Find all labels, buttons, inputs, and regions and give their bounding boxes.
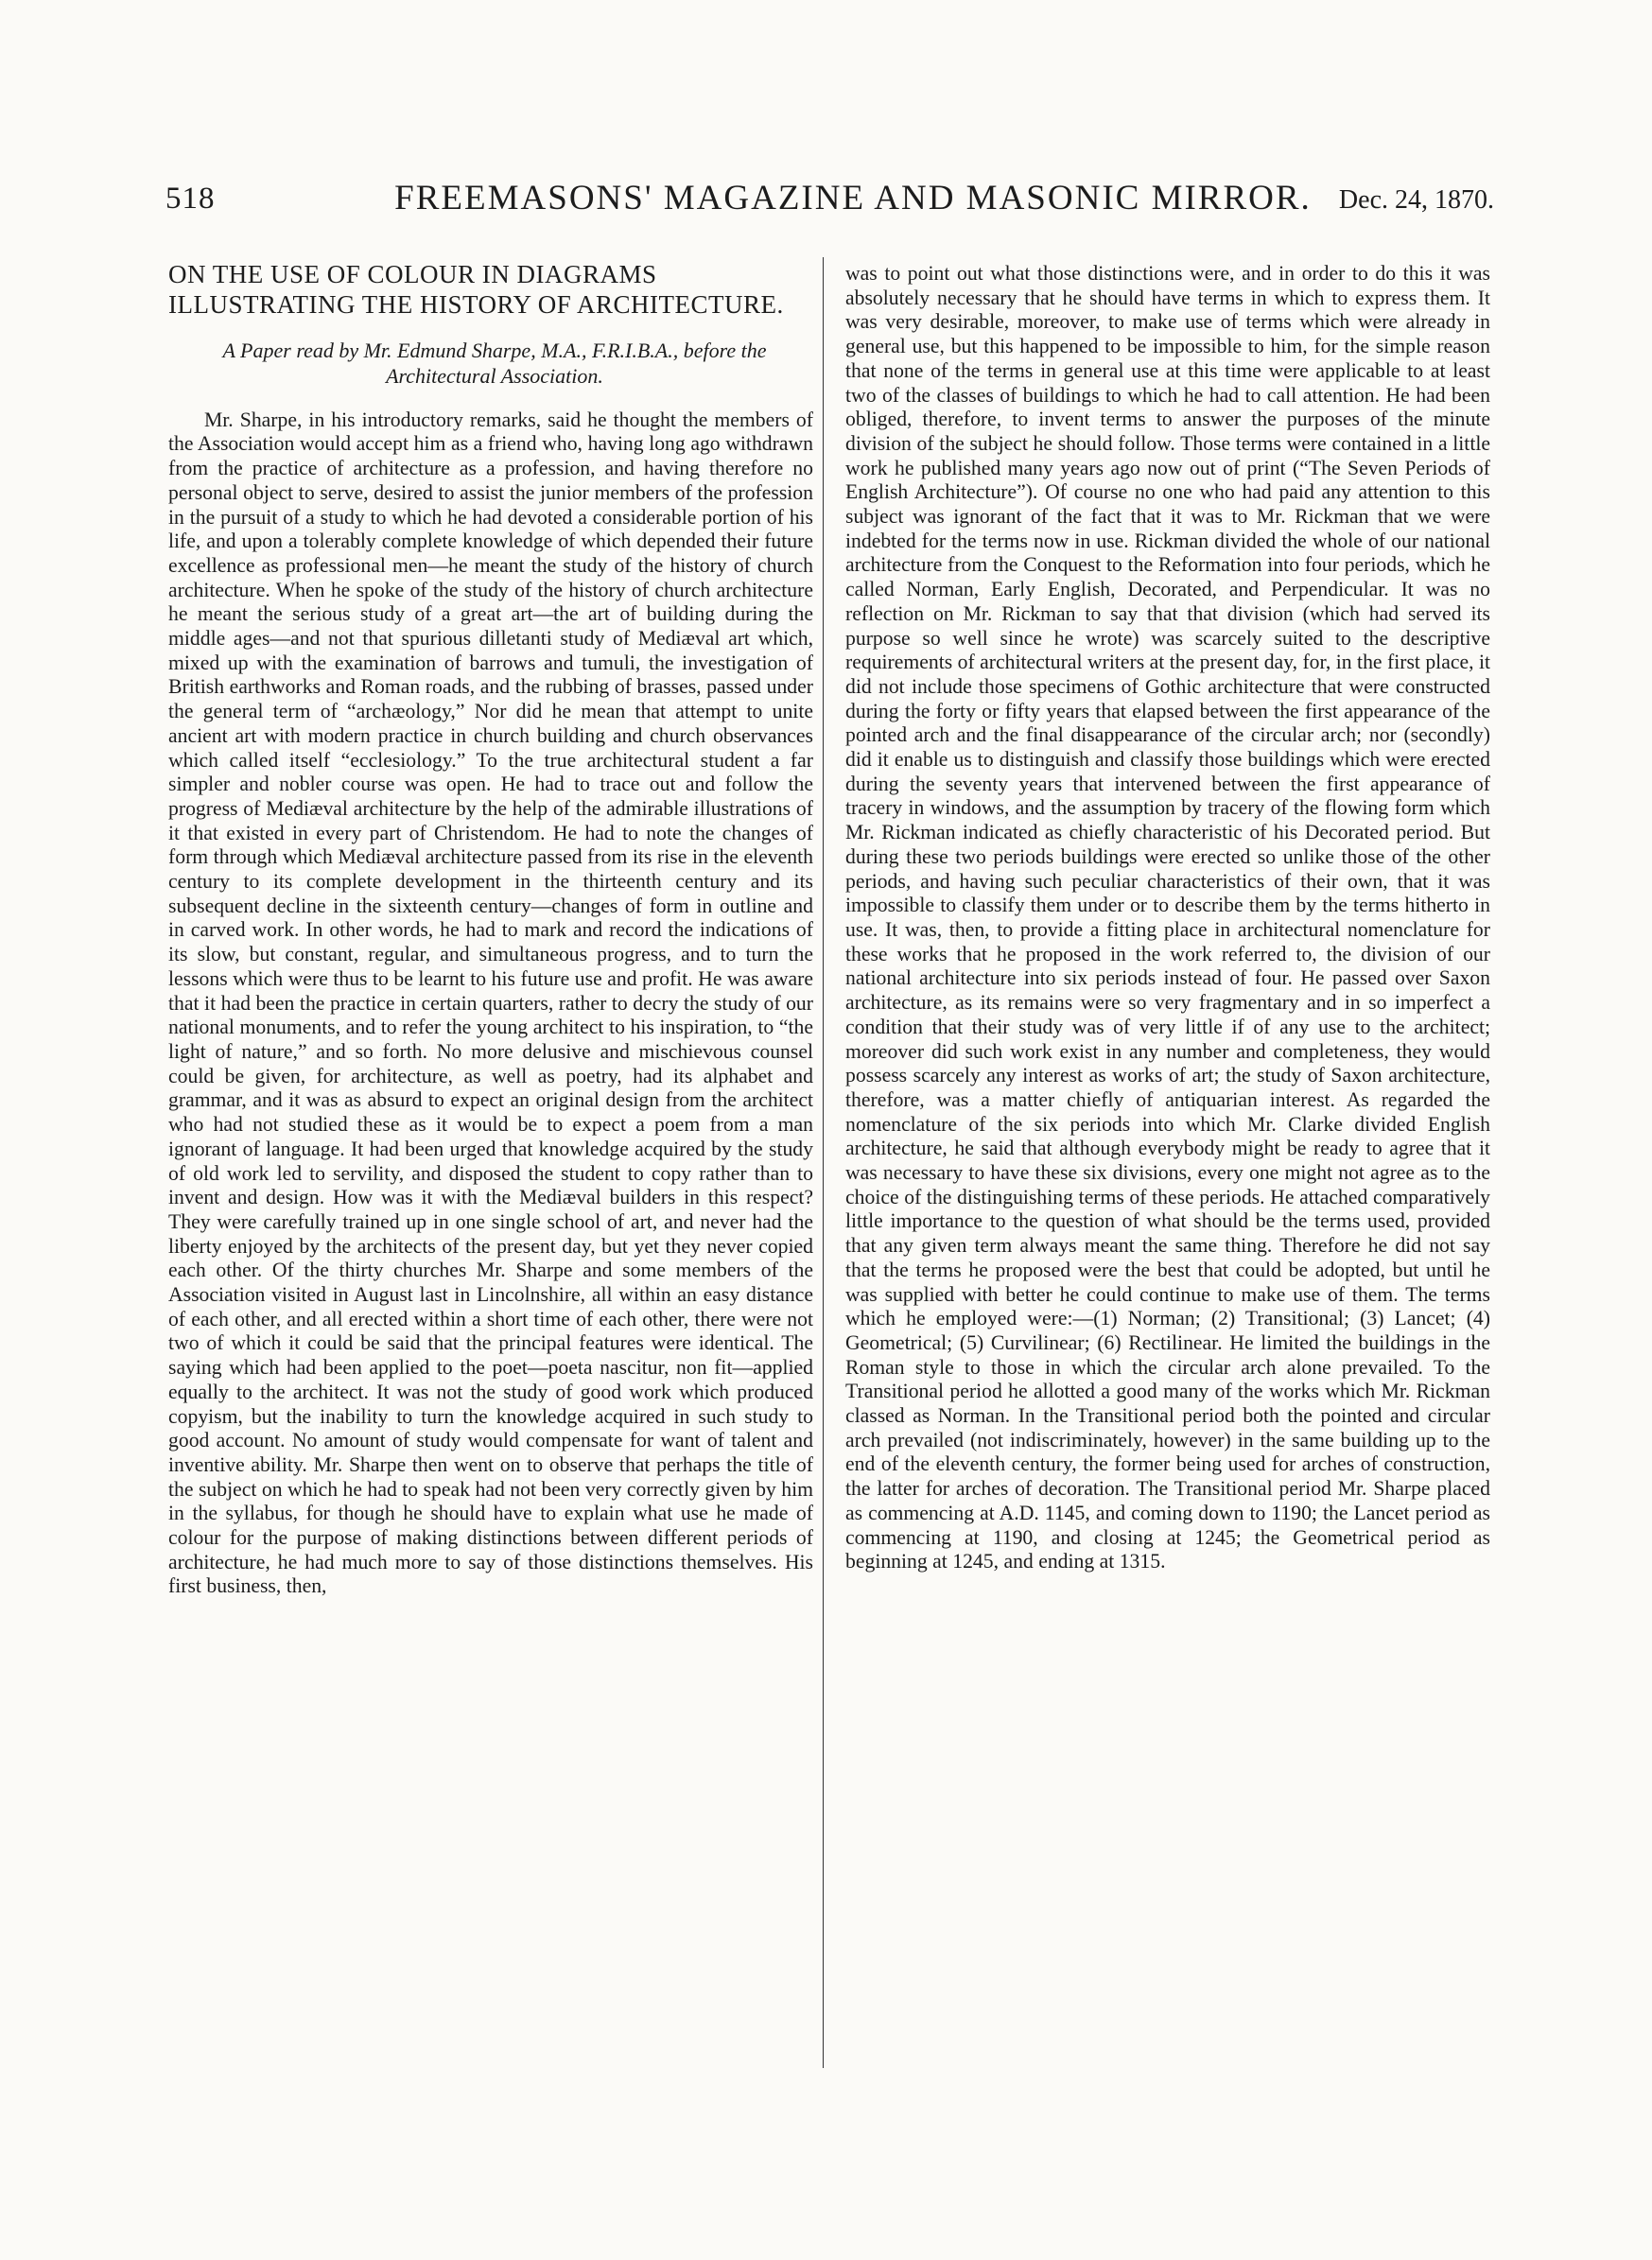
- right-article-column: [845, 262, 1490, 1574]
- page-number: 518: [165, 182, 216, 216]
- right-body-text: was to point out what those distinctions were, and in order to do this it was absolutely necessary that he should have terms in which to express them. It was very desirable, moreover, to make use of terms which were already in general use, but this happened to be impossible to him, for the simple reason that none of the terms in general use at this time were applicable to at least two of the classes of buildings to which he had to call attention. He had been obliged, therefore, to invent terms to answer the purposes of the minute division of the subject he should follow. Those terms were contained in a little work he published many years ago now out of print (“The Seven Periods of English Architecture”). Of course no one who had paid any attention to this subject was ignorant of the fact that it was to Mr. Rickman that we were indebted for the terms now in use. Rickman divided the whole of our national architecture from the Conquest to the Reformation into four periods, which he called Norman, Early English, Decorated, and Perpendicular. It was no reflection on Mr. Rickman to say that that division (which had served its purpose so well since he wrote) was scarcely suited to the descriptive requirements of architectural writers at the present day, for, in the first place, it did not include those specimens of Gothic architecture that were constructed during the forty or fifty years that elapsed between the first appearance of the pointed arch and the final disappearance of the circular arch; nor (secondly) did it enable us to distinguish and classify those buildings which were erected during the seventy years that intervened between the first appearance of tracery in windows, and the assumption by tracery of the flowing form which Mr. Rickman indicated as chiefly characteristic of his Decorated period. But during these two periods buildings were erected so unlike those of the other periods, and having such peculiar characteristics of their own, that it was impossible to classify them under or to describe them by the terms hitherto in use. It was, then, to provide a fitting place in architectural nomenclature for these works that he proposed in the work referred to, the division of our national architecture into six periods instead of four. He passed over Saxon architecture, as its remains were so very fragmentary and in so imperfect a condition that their study was of very little if of any use to the architect; moreover did such work exist in any number and completeness, they would possess scarcely any interest as works of art; the study of Saxon architecture, therefore, was a matter chiefly of antiquarian interest. As regarded the nomenclature of the six periods into which Mr. Clarke divided English architecture, he said that although everybody might be ready to agree that it was necessary to have these six divisions, every one might not agree as to the choice of the distinguishing terms of these periods. He attached comparatively little importance to the question of what should be the terms used, provided that any given term always meant the same thing. Therefore he did not say that the terms he proposed were the best that could be adopted, but until he was supplied with better he could continue to make use of them. The terms which he employed were:—(1) Norman; (2) Transitional; (3) Lancet; (4) Geometrical; (5) Curvilinear; (6) Rectilinear. He limited the buildings in the Roman style to those in which the circular arch alone prevailed. To the Transitional period he allotted a good many of the works which Mr. Rickman classed as Norman. In the Transitional period both the pointed and circular arch prevailed (not indiscriminately, however) in the same building up to the end of the eleventh century, the former being used for arches of construction, the latter for arches of decoration. The Transitional period Mr. Sharpe placed as commencing at A.D. 1145, and coming down to 1190; the Lancet period as commencing at 1190, and closing at 1245; the Geometrical period as beginning at 1245, and ending at 1315.: [845, 262, 1490, 1573]
- article-title: ON THE USE OF COLOUR IN DIAGRAMS ILLUSTRATING THE HISTORY OF ARCHITECTURE.: [168, 260, 784, 319]
- article-byline: A Paper read by Mr. Edmund Sharpe, M.A., F.R.I.B.A., before the Architectural Association.: [222, 338, 767, 389]
- left-article-column: [168, 260, 813, 1599]
- issue-date: Dec. 24, 1870.: [1338, 185, 1494, 215]
- page-header: [165, 178, 1494, 231]
- left-body-text: Mr. Sharpe, in his introductory remarks, said he thought the members of the Association would accept him as a friend who, having long ago withdrawn from the practice of architecture as a profession, and having therefore no personal object to serve, desired to assist the junior members of the profession in the pursuit of a study to which he had devoted a considerable portion of his life, and upon a tolerably complete knowledge of which depended their future excellence as professional men—he meant the study of the history of church architecture. When he spoke of the study of the history of church architecture he meant the serious study of a great art—the art of building during the middle ages—and not that spurious dilletanti study of Mediæval art which, mixed up with the examination of barrows and tumuli, the investigation of British earthworks and Roman roads, and the rubbing of brasses, passed under the general term of “archæology,” Nor did he mean that attempt to unite ancient art with modern practice in church building and church observances which called itself “ecclesiology.” To the true architectural student a far simpler and nobler course was open. He had to trace out and follow the progress of Mediæval architecture by the help of the admirable illustrations of it that existed in every part of Christendom. He had to note the changes of form through which Mediæval architecture passed from its rise in the eleventh century to its complete development in the thirteenth century and its subsequent decline in the sixteenth century—changes of form in outline and in carved work. In other words, he had to mark and record the indications of its slow, but constant, regular, and simultaneous progress, and to turn the lessons which were thus to be learnt to his future use and profit. He was aware that it had been the practice in certain quarters, rather to decry the study of our national monuments, and to refer the young architect to his inspiration, to “the light of nature,” and so forth. No more delusive and mischievous counsel could be given, for architecture, as well as poetry, had its alphabet and grammar, and it was as absurd to expect an original design from the architect who had not studied these as it would be to expect a poem from a man ignorant of language. It had been urged that knowledge acquired by the study of old work led to servility, and disposed the student to copy rather than to invent and design. How was it with the Mediæval builders in this respect? They were carefully trained up in one single school of art, and never had the liberty enjoyed by the architects of the present day, but yet they never copied each other. Of the thirty churches Mr. Sharpe and some members of the Association visited in August last in Lincolnshire, all within an easy distance of each other, and all erected within a short time of each other, there were not two of which it could be said that the principal features were identical. The saying which had been applied to the poet—poeta nascitur, non fit—applied equally to the architect. It was not the study of good work which produced copyism, but the inability to turn the knowledge acquired in such study to good account. No amount of study would compensate for want of talent and inventive ability. Mr. Sharpe then went on to observe that perhaps the title of the subject on which he had to speak had not been very correctly given by him in the syllabus, for though he should have to explain what use he made of colour for the purpose of making distinctions between different periods of architecture, he had much more to say of those distinctions themselves. His first business, then,: [168, 408, 813, 1598]
- publication-title: FREEMASONS' MAGAZINE AND MASONIC MIRROR.: [394, 179, 1312, 217]
- column-divider: [823, 257, 824, 2068]
